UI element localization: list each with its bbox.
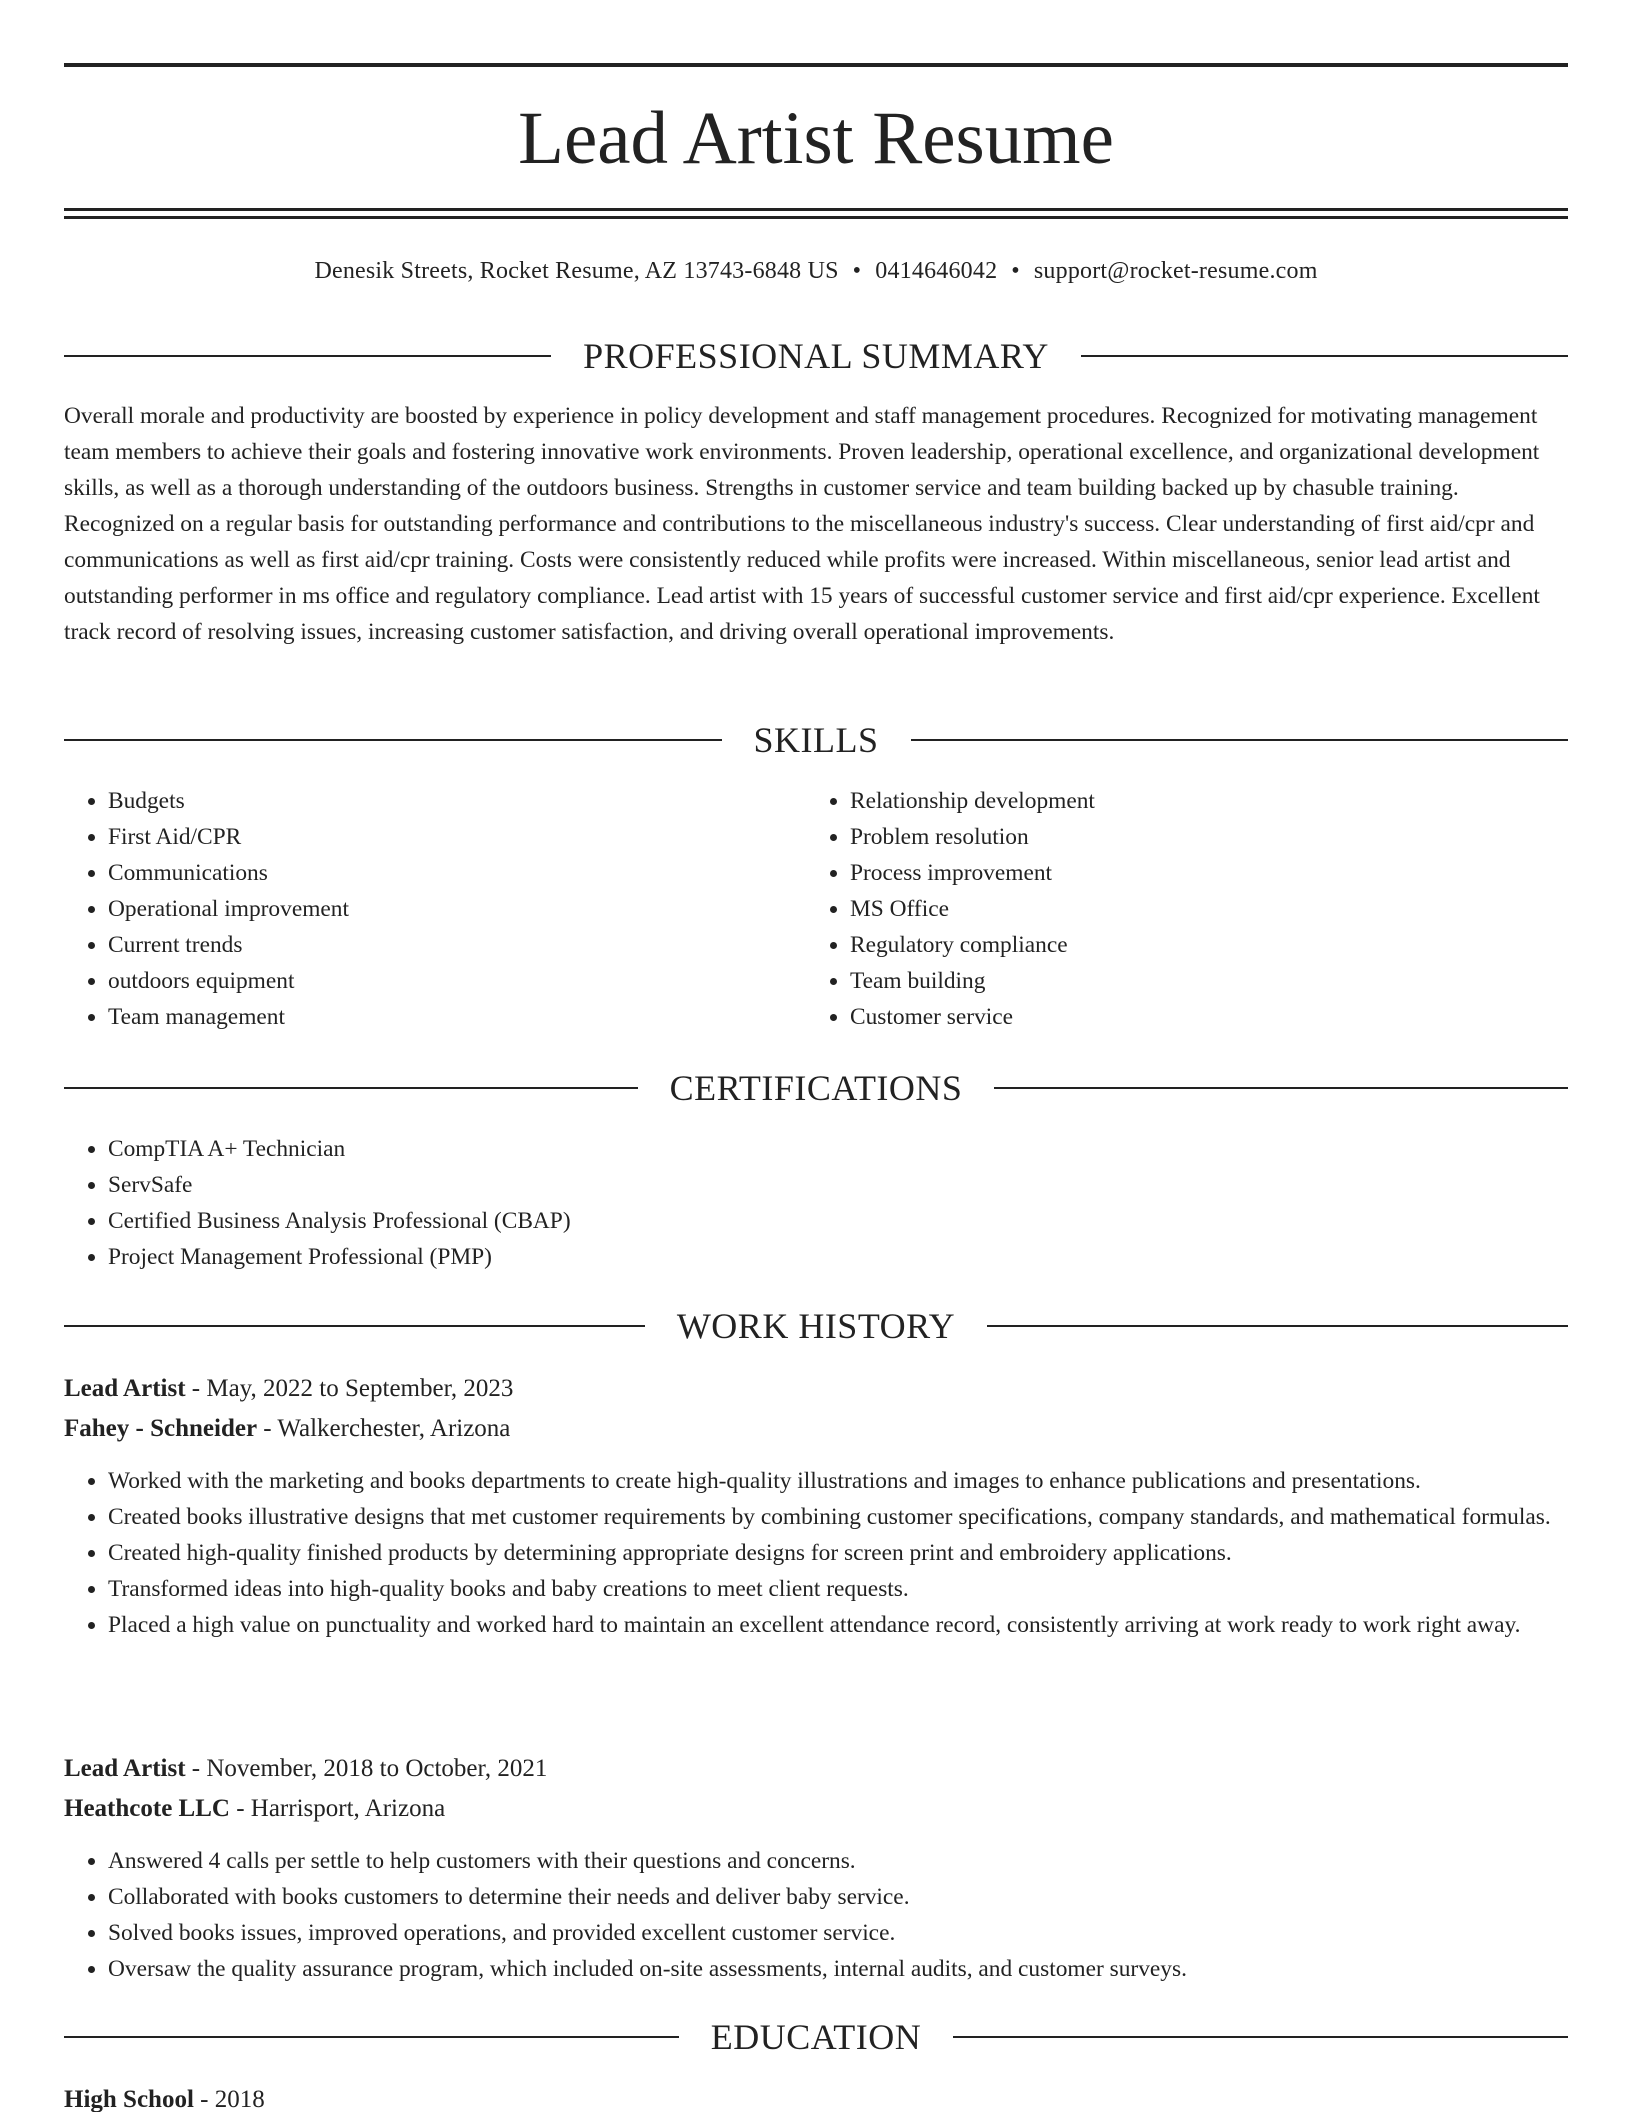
- certifications-list: [64, 1131, 1568, 1275]
- contact-address: Denesik Streets, Rocket Resume, AZ 13743-6848 US: [314, 258, 839, 284]
- section-rule-right: [953, 2036, 1568, 2038]
- job-company-line: [64, 1791, 1568, 1827]
- job-company-line: [64, 1411, 1568, 1447]
- job-duties-list: [64, 1463, 1568, 1643]
- contact-line: [64, 253, 1568, 289]
- summary-text: Overall morale and productivity are boosted by experience in policy development and staff management procedures. Recognized for motivating management team members to achieve their goals and fostering innovative work environments. Proven leadership, operational excellence, and organizational development skills, as well as a thorough understanding of the outdoors business. Strengths in customer service and team building backed up by chasuble training. Recognized on a regular basis for outstanding performance and contributions to the miscellaneous industry's success. Clear understanding of first aid/cpr and communications as well as first aid/cpr training. Costs were consistently reduced while profits were increased. Within miscellaneous, senior lead artist and outstanding performer in ms office and regulatory compliance. Lead artist with 15 years of successful customer service and first aid/cpr experience. Excellent track record of resolving issues, increasing customer satisfaction, and driving overall operational improvements.: [64, 403, 1540, 645]
- job-duties-list: [64, 1843, 1568, 1987]
- job-duty: • Created books illustrative designs that met customer requirements by combining customer specifications, company standards, and mathematical formulas.: [108, 1499, 1568, 1535]
- job-dates: - May, 2022 to September, 2023: [185, 1375, 514, 1402]
- certification-item: • ServSafe: [108, 1167, 1568, 1203]
- contact-email: support@rocket-resume.com: [1033, 258, 1318, 284]
- skill-item: • Team management: [108, 999, 764, 1035]
- job-duties: [64, 1843, 1568, 1987]
- certification-item: • Certified Business Analysis Professional (CBAP): [108, 1203, 1568, 1239]
- skill-item: • Communications: [108, 855, 764, 891]
- certification-item: • Project Management Professional (PMP): [108, 1239, 1568, 1275]
- job-duty: • Worked with the marketing and books departments to create high-quality illustrations and images to enhance publications and presentations.: [108, 1463, 1568, 1499]
- section-title: SKILLS: [753, 720, 879, 760]
- skills-list-left: [64, 783, 764, 1035]
- section-header-education: [64, 2015, 1568, 2059]
- section-header-skills: [64, 718, 1568, 762]
- section-header-certifications: [64, 1066, 1568, 1110]
- job-company: Fahey - Schneider: [64, 1415, 258, 1442]
- job-duty: • Collaborated with books customers to determine their needs and deliver baby service.: [108, 1879, 1568, 1915]
- skill-item: • Problem resolution: [850, 819, 1506, 855]
- skills-column-right: [806, 783, 1506, 1035]
- section-header-summary: [64, 334, 1568, 378]
- section-rule-right: [1081, 355, 1568, 357]
- skill-item: • First Aid/CPR: [108, 819, 764, 855]
- top-rule: [64, 63, 1568, 67]
- section-rule-left: [64, 739, 722, 741]
- job-location: - Walkerchester, Arizona: [257, 1415, 511, 1442]
- skill-item: • Regulatory compliance: [850, 927, 1506, 963]
- skill-item: • Operational improvement: [108, 891, 764, 927]
- job-title: Lead Artist: [64, 1375, 186, 1402]
- skill-item: • outdoors equipment: [108, 963, 764, 999]
- education-school: High School: [64, 2086, 194, 2112]
- certification-item: • CompTIA A+ Technician: [108, 1131, 1568, 1167]
- skill-item: • Budgets: [108, 783, 764, 819]
- education-entry: [64, 2082, 1568, 2112]
- job-location: - Harrisport, Arizona: [229, 1795, 446, 1822]
- job-duty: • Oversaw the quality assurance program, which included on-site assessments, internal audits, and customer surveys.: [108, 1951, 1568, 1987]
- section-rule-right: [987, 1325, 1568, 1327]
- skill-item: • Team building: [850, 963, 1506, 999]
- section-rule-left: [64, 2036, 679, 2038]
- job-duty: • Transformed ideas into high-quality books and baby creations to meet client requests.: [108, 1571, 1568, 1607]
- skills-column-left: [64, 783, 764, 1035]
- section-title: EDUCATION: [710, 2017, 922, 2057]
- certifications: [64, 1131, 1568, 1275]
- job-duty: • Placed a high value on punctuality and worked hard to maintain an excellent attendance record, consistently arriving at work ready to work right away.: [108, 1607, 1568, 1643]
- contact-separator: •: [852, 258, 862, 284]
- skill-item: • Relationship development: [850, 783, 1506, 819]
- job-company: Heathcote LLC: [64, 1795, 230, 1822]
- section-rule-left: [64, 355, 551, 357]
- section-title: CERTIFICATIONS: [669, 1068, 963, 1108]
- section-title: WORK HISTORY: [676, 1306, 956, 1346]
- job-title-line: [64, 1371, 1568, 1407]
- section-rule-left: [64, 1087, 638, 1089]
- job-dates: - November, 2018 to October, 2021: [185, 1755, 548, 1782]
- job-duty: • Solved books issues, improved operations, and provided excellent customer service.: [108, 1915, 1568, 1951]
- education-year: - 2018: [193, 2086, 265, 2112]
- title-double-rule-upper: [64, 208, 1568, 211]
- skill-item: • MS Office: [850, 891, 1506, 927]
- job-title: Lead Artist: [64, 1755, 186, 1782]
- section-rule-right: [994, 1087, 1568, 1089]
- section-rule-left: [64, 1325, 645, 1327]
- job-duties: [64, 1463, 1568, 1643]
- section-rule-right: [911, 739, 1569, 741]
- section-header-work-history: [64, 1304, 1568, 1348]
- job-duty: • Created high-quality finished products by determining appropriate designs for screen print and embroidery applications.: [108, 1535, 1568, 1571]
- skill-item: • Process improvement: [850, 855, 1506, 891]
- skill-item: • Customer service: [850, 999, 1506, 1035]
- skill-item: • Current trends: [108, 927, 764, 963]
- section-title: PROFESSIONAL SUMMARY: [583, 336, 1049, 376]
- contact-separator: •: [1011, 258, 1020, 284]
- job-title-line: [64, 1751, 1568, 1787]
- job-duty: • Answered 4 calls per settle to help customers with their questions and concerns.: [108, 1843, 1568, 1879]
- resume-title: Lead Artist Resume: [518, 97, 1114, 180]
- title-double-rule-lower: [64, 216, 1568, 219]
- contact-phone: 0414646042: [875, 258, 998, 284]
- skills-list-right: [806, 783, 1506, 1035]
